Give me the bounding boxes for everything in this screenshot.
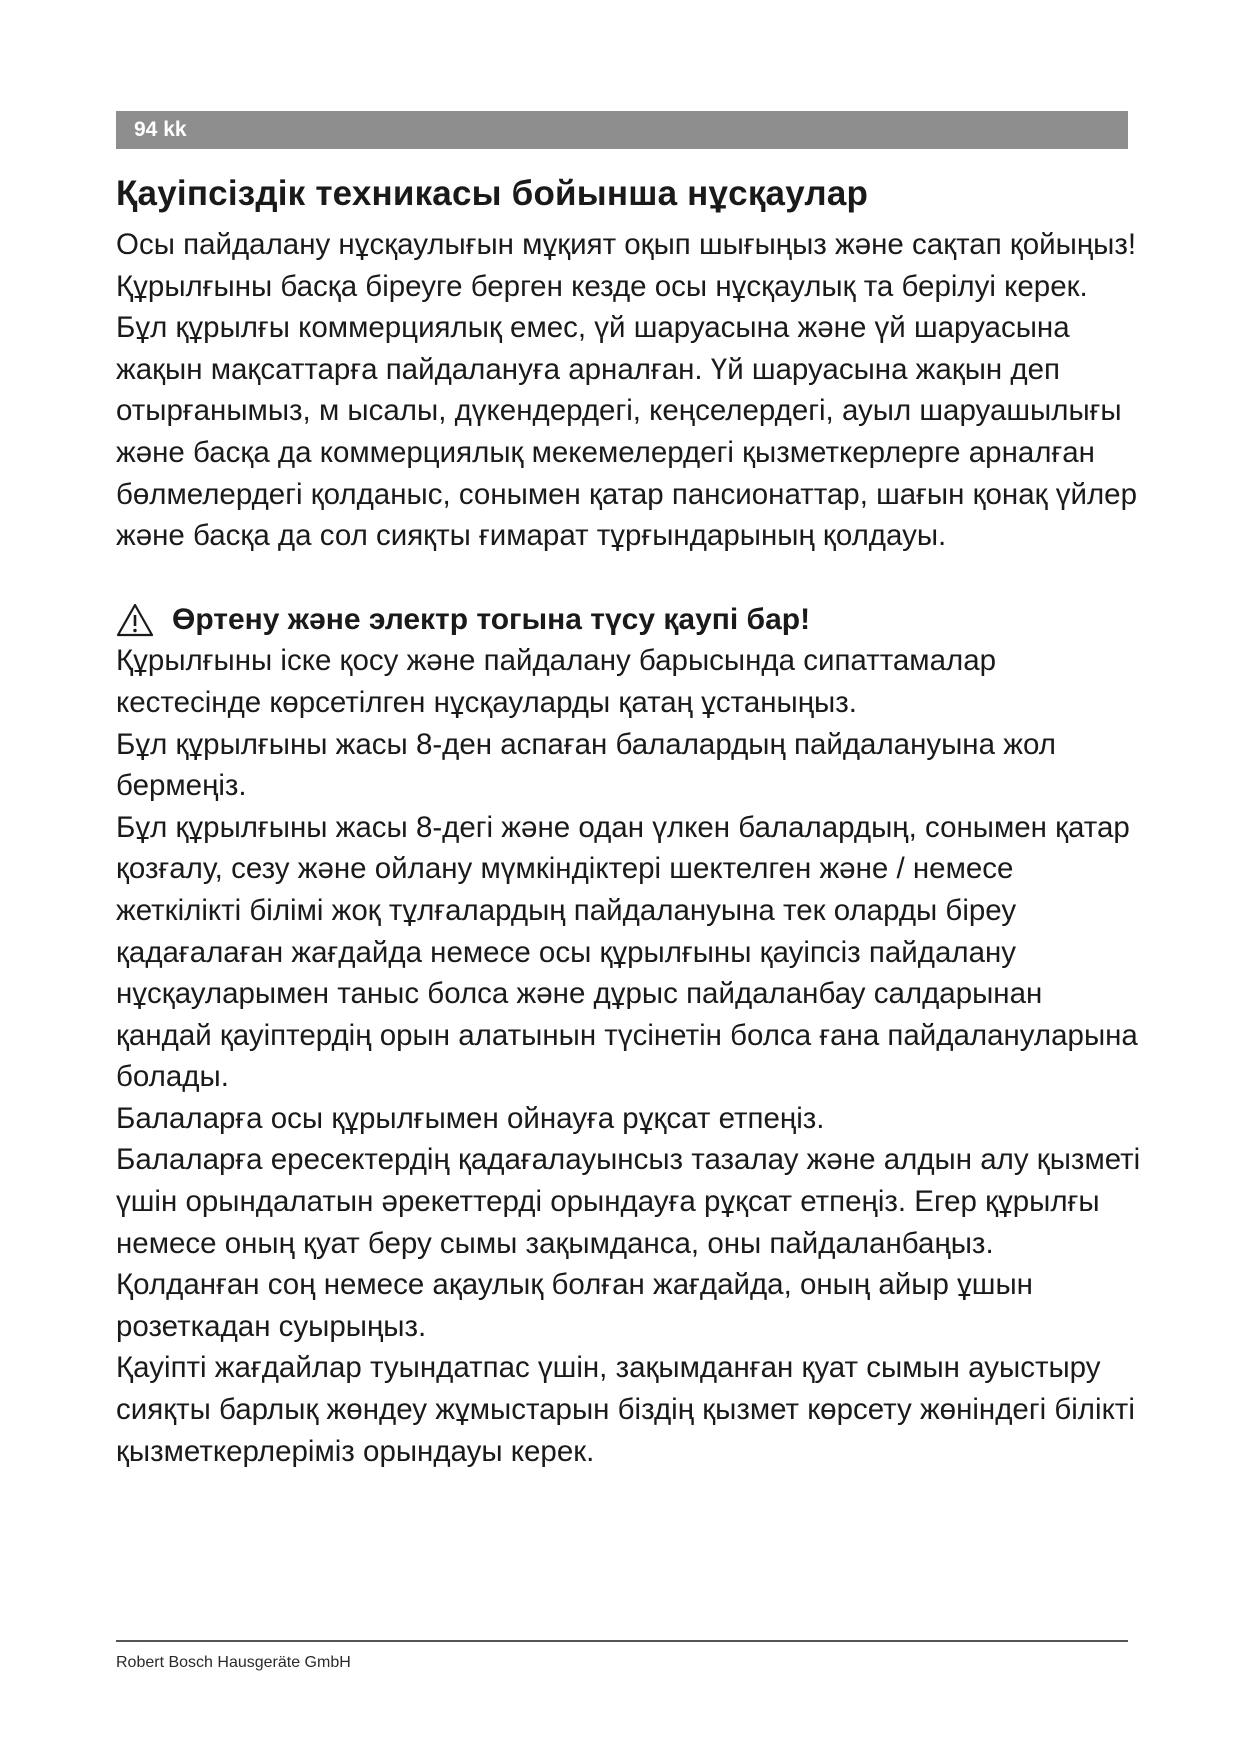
footer-divider — [116, 1640, 1128, 1642]
page-header-bar — [116, 111, 1128, 149]
page-title: Қауіпсіздік техникасы бойынша нұсқаулар — [116, 174, 869, 213]
warning-paragraph-4: Балаларға осы құрылғымен ойнауға рұқсат етпеңіз. — [116, 1101, 825, 1135]
warning-paragraph-7: Қауіпті жағдайлар туындатпас үшін, зақымданған қуат сымын ауыстыру сияқты барлық жөндеу жұмыстарын біздің қызмет көрсету жөніндегі білікті қызметкерлеріміз орындауы керек. — [116, 1351, 1135, 1468]
footer-company: Robert Bosch Hausgeräte GmbH — [116, 1654, 351, 1671]
page-number-label: 94 kk — [134, 118, 187, 141]
warning-triangle-icon — [116, 603, 154, 637]
warning-paragraph-6: Қолданған соң немесе ақаулық болған жағдайда, оның айыр ұшын розеткадан суырыңыз. — [116, 1268, 1033, 1343]
warning-paragraph-2: Бұл құрылғыны жасы 8-ден аспаған балалардың пайдалануына жол бермеңіз. — [116, 727, 1056, 803]
intro-paragraph-2: Бұл құрылғы коммерциялық емес, үй шаруасына және үй шаруасына жақын мақсаттарға пайдалануға арналған. Үй шаруасына жақын деп отырғанымыз, м ысалы, дүкендердегі, кеңселердегі, ауыл шаруашылығы және басқа да коммерциялық мекемелердегі қызметкерлерге арналған бөлмелердегі қолданыс, сонымен қатар пансионаттар, шағын қонақ үйлер және басқа да сол сияқты ғимарат тұрғындарының қолдауы. — [116, 311, 1137, 553]
warning-paragraph-3: Бұл құрылғыны жасы 8-дегі және одан үлкен балалардың, сонымен қатар қозғалу, сезу және ойлану мүмкіндіктері шектелген және / немесе жеткілікті білімі жоқ тұлғалардың пайдалануына тек оларды біреу қадағалаған жағдайда немесе осы құрылғыны қауіпсіз пайдалану нұсқауларымен таныс болса және дұрыс пайдаланбау салдарынан қандай қауіптердің орын алатынын түсінетін болса ғана пайдалануларына болады. — [116, 810, 1138, 1094]
intro-paragraph-1: Осы пайдалану нұсқаулығын мұқият оқып шығыңыз және сақтап қойыңыз! Құрылғыны басқа біреуге берген кезде осы нұсқаулық та берілуі керек. — [116, 228, 1137, 303]
section-gap — [116, 557, 1146, 599]
warning-paragraph-5: Балаларға ересектердің қадағалауынсыз тазалау және алдын алу қызметі үшін орындалатын әрекеттерді орындауға рұқсат етпеңіз. Егер құрылғы немесе оның қуат беру сымы зақымданса, оны пайдаланбаңыз. — [116, 1143, 1141, 1260]
warning-heading — [116, 599, 1146, 641]
warning-heading-text: Өртену және электр тогына түсу қаупі бар! — [172, 602, 811, 636]
warning-paragraph-1: Құрылғыны іске қосу және пайдалану барысында сипаттамалар кестесінде көрсетілген нұсқауларды қатаң ұстаныңыз. — [116, 644, 997, 719]
main-content — [116, 168, 1146, 1472]
